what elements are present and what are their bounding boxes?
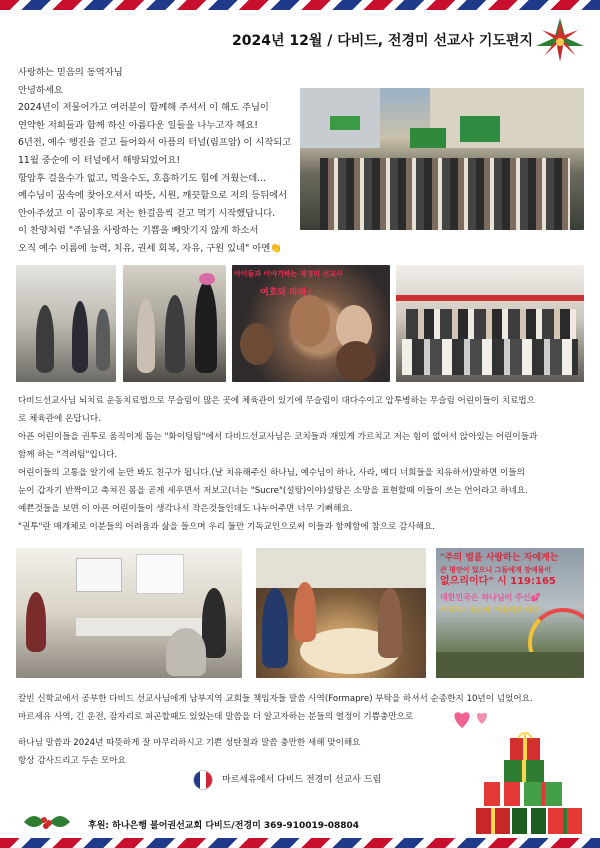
verse-line: 큰 평안이 있으니 그들에게 장애물이 <box>440 566 552 574</box>
body-line: 아픈 어린이들을 권투로 움직이게 돕는 "화이팅팀"에서 다비드선교사님은 코치들과 재밌게 가르치고 저는 힘이 없어서 앉아있는 어린이들과 <box>18 432 538 442</box>
verse-line: 없으리이다" 시 119:165 <box>440 576 556 587</box>
closing-line: 하나님 말씀과 2024년 따뜻하게 잘 마무리하시고 기쁜 성탄절과 말씀 충만한 새해 맞이해요 <box>18 738 361 748</box>
dinner-photo <box>256 548 426 678</box>
closing-text <box>18 734 458 770</box>
meeting-photo <box>16 548 242 678</box>
intro-text <box>18 64 300 258</box>
airmail-border-bottom <box>0 838 600 848</box>
body-line: 어린이들의 고통을 알기에 눈만 봐도 친구가 됩니다.(날 치유해주신 하나님, 예수님이 하나, 사라, 메디 너희들을 치유하셔)말하면 이들의 <box>18 468 525 478</box>
parade-photo <box>300 88 584 230</box>
intro-line: 오직 예수 이름에 능력, 치유, 권세 회복, 자유, 구원 있네" 아멘👏 <box>18 242 282 254</box>
group-photo <box>396 265 584 382</box>
intro-line: 2024년이 저물어가고 여러분이 함께해 주셔서 이 해도 주님이 <box>18 102 269 114</box>
body-line: 눈이 갑자기 반짝이고 축쳐진 몸을 곧게 세우면서 저보고(너는 "Sucre"(설탕)이야)설탕은 소망을 표현할때 이들이 쓰는 언어라고 하네요. <box>18 486 528 496</box>
body-line: 로 체육관에 온답니다. <box>18 414 101 424</box>
page-title: 2024년 12월 / 다비드, 전경미 선교사 기도편지 <box>232 33 533 49</box>
gym-photo <box>16 265 116 382</box>
selfie-photo <box>232 265 390 382</box>
gift-boxes-icon <box>476 732 586 836</box>
bible-verse <box>440 552 582 616</box>
intro-line: 연약한 저희들과 함께 하신 아름다운 일들을 나누고자 해요! <box>18 119 258 131</box>
body-line: 함께 하는 "격려팀"입니다. <box>18 450 118 460</box>
body-line: 예쁜것들을 보면 이 아픈 어린이들이 생각나서 작은것들인데도 나누어주면 너무 기뻐해요. <box>18 504 353 514</box>
donation-info: 후원: 하나은행 불어권선교회 다비드/전경미 369-910019-08804 <box>88 821 360 831</box>
holly-icon <box>22 808 72 836</box>
intro-line: 항암후 걸을수가 없고, 먹을수도, 호흡하기도 힘에 겨웠는데... <box>18 172 267 184</box>
intro-line: 안아주셨고 이 꿈이후로 저는 한걸음씩 걷고 먹기 시작했답니다. <box>18 207 276 219</box>
intro-line: 안녕하세요 <box>18 84 63 96</box>
body-line: 다비드선교사님 뇌치료 운동치료법으로 무슬림이 많은 곳에 체육관이 있기에 무슬림이 대다수이고 압투병하는 무슬림 어린이들이 치료법으 <box>18 396 536 406</box>
gym-ministry-text <box>18 392 584 536</box>
intro-line: 사랑하는 믿음의 동역자님 <box>18 67 123 78</box>
hearts-icon <box>452 706 496 730</box>
intro-line: 이 찬양처럼 "주님을 사랑하는 기쁨을 빼앗기지 않게 하소서 <box>18 225 259 237</box>
verse-line: "주의 법을 사랑하는 자에게는 <box>440 553 559 563</box>
photo-caption: 아이들과 이야기하는 제경미 선교사 <box>234 270 343 278</box>
body-line: "권투"란 매개체로 이분들의 어려움과 삶을 들으며 우리 둘만 기독교인으로써 이들과 함께함에 참으로 감사해요. <box>18 522 435 532</box>
photo-caption-title: 여호와 라파✌ <box>260 288 315 298</box>
intro-line: 11월 중순에 이 터널에서 해방되었어요! <box>18 154 181 166</box>
closing-line: 항상 감사드리고 두손 모아요 <box>18 756 126 766</box>
poinsettia-icon <box>530 14 590 70</box>
intro-line: 6년전, 예수 행진을 걷고 들어와서 아픔의 터널(림프암) 이 시작되고 <box>18 137 292 149</box>
body-line: 칼빈 신학교에서 공부한 다비드 선교사님에게 남부지역 교회들 책임자들 말씀 사역(Formapre) 부탁을 하셔서 순종한지 10년이 넘었어요. <box>18 694 533 704</box>
verse-line: 대한민국은 하나님이 주신💕 <box>440 593 541 602</box>
airmail-border-top <box>0 0 600 10</box>
signature: 마르세유에서 다비드 전경미 선교사 드림 <box>222 775 382 785</box>
intro-line: 예수님이 꿈속에 찾아오셔서 따뜻, 시원, 깨끗함으로 저의 등뒤에서 <box>18 190 288 202</box>
body-line: 마르세유 사역, 긴 운전, 잠자리로 피곤할때도 있었는데 말씀을 더 알고자하는 분들의 열정이 기쁨충만으로 <box>18 712 414 722</box>
boxing-coach-photo <box>123 265 226 382</box>
verse-line: 무지개의 동반이 "아름다운 나라" <box>440 606 543 614</box>
france-flag-icon <box>193 770 213 790</box>
